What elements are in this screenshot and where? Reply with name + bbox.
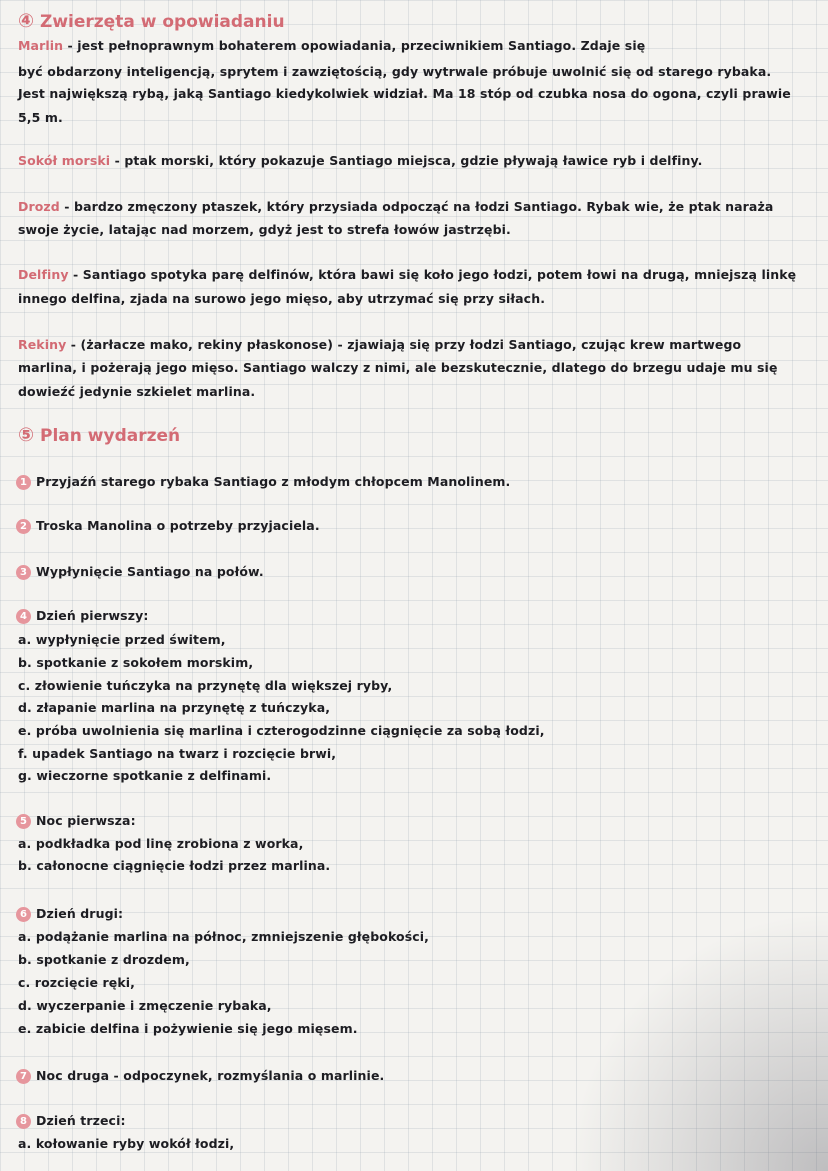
entry-rekiny-line-2: marlina, i pożerają jego mięso. Santiago walczy z nimi, ale bezskutecznie, dlatego do brzegu udaje mu się	[18, 360, 778, 375]
entry-rekiny-line-3: dowieźć jedynie szkielet marlina.	[18, 384, 256, 399]
event-5	[16, 813, 136, 829]
entry-term: Rekiny	[18, 337, 67, 352]
entry-marlin-line-2: być obdarzony inteligencją, sprytem i zawziętością, gdy wytrwale próbuje uwolnić się od starego rybaka.	[18, 64, 772, 79]
event-text: Noc druga - odpoczynek, rozmyślania o marlinie.	[36, 1068, 385, 1083]
entry-marlin-line-4: 5,5 m.	[18, 110, 63, 125]
event-8	[16, 1113, 126, 1129]
entry-term: Drozd	[18, 199, 60, 214]
entry-drozd-line-2: swoje życie, latając nad morzem, gdyż jest to strefa łowów jastrzębi.	[18, 222, 511, 237]
event-number-badge: 7	[16, 1069, 31, 1084]
entry-text: - ptak morski, który pokazuje Santiago miejsca, gdzie pływają ławice ryb i delfiny.	[110, 153, 703, 168]
entry-term: Delfiny	[18, 267, 69, 282]
event-number-badge: 2	[16, 519, 31, 534]
event-6-sub-a: a. podążanie marlina na północ, zmniejszenie głębokości,	[18, 929, 430, 944]
entry-term: Sokół morski	[18, 153, 111, 168]
event-4	[16, 608, 148, 624]
section-4-heading	[18, 10, 285, 32]
event-4-sub-d: d. złapanie marlina na przynętę z tuńczyka,	[18, 700, 331, 715]
entry-text: - Santiago spotyka parę delfinów, która bawi się koło jego łodzi, potem łowi na drugą, mniejszą linkę	[68, 267, 797, 282]
event-number-badge: 8	[16, 1114, 31, 1129]
entry-text: - jest pełnoprawnym bohaterem opowiadania, przeciwnikiem Santiago. Zdaje się	[63, 38, 646, 53]
event-4-sub-a: a. wypłynięcie przed świtem,	[18, 632, 226, 647]
section-5-number: ⑤	[18, 424, 35, 446]
entry-sokol-line-1	[18, 153, 702, 168]
event-3	[16, 564, 264, 580]
event-text: Dzień drugi:	[36, 906, 124, 921]
entry-rekiny-line-1	[18, 337, 741, 352]
event-5-sub-b: b. całonocne ciągnięcie łodzi przez marlina.	[18, 858, 331, 873]
event-number-badge: 1	[16, 475, 31, 490]
event-number-badge: 4	[16, 609, 31, 624]
entry-drozd-line-1	[18, 199, 773, 214]
event-4-sub-c: c. złowienie tuńczyka na przynętę dla większej ryby,	[18, 678, 393, 693]
event-text: Przyjaźń starego rybaka Santiago z młodym chłopcem Manolinem.	[36, 474, 511, 489]
entry-marlin-line-1	[18, 38, 645, 53]
event-6	[16, 906, 123, 922]
section-4-title: Zwierzęta w opowiadaniu	[40, 12, 285, 32]
event-6-sub-e: e. zabicie delfina i pożywienie się jego mięsem.	[18, 1021, 358, 1036]
event-6-sub-c: c. rozcięcie ręki,	[18, 975, 136, 990]
event-text: Noc pierwsza:	[36, 813, 136, 828]
event-number-badge: 3	[16, 565, 31, 580]
section-5-title: Plan wydarzeń	[40, 426, 181, 446]
entry-text: - (żarłacze mako, rekiny płaskonose) - zjawiają się przy łodzi Santiago, czując krew martwego	[66, 337, 742, 352]
event-4-sub-e: e. próba uwolnienia się marlina i czterogodzinne ciągnięcie za sobą łodzi,	[18, 723, 545, 738]
event-1	[16, 474, 510, 490]
section-4-number: ④	[18, 10, 35, 32]
entry-term: Marlin	[18, 38, 64, 53]
shadow-overlay	[568, 911, 828, 1171]
event-text: Dzień trzeci:	[36, 1113, 126, 1128]
event-text: Troska Manolina o potrzeby przyjaciela.	[36, 518, 320, 533]
event-7	[16, 1068, 384, 1084]
entry-marlin-line-3: Jest największą rybą, jaką Santiago kiedykolwiek widział. Ma 18 stóp od czubka nosa do ogona, czyli prawie	[18, 86, 791, 101]
entry-text: - bardzo zmęczony ptaszek, który przysiada odpocząć na łodzi Santiago. Rybak wie, że ptak naraża	[59, 199, 774, 214]
event-6-sub-b: b. spotkanie z drozdem,	[18, 952, 190, 967]
event-4-sub-b: b. spotkanie z sokołem morskim,	[18, 655, 254, 670]
event-4-sub-f: f. upadek Santiago na twarz i rozcięcie brwi,	[18, 746, 337, 761]
event-4-sub-g: g. wieczorne spotkanie z delfinami.	[18, 768, 272, 783]
event-number-badge: 6	[16, 907, 31, 922]
entry-delfiny-line-1	[18, 267, 796, 282]
event-number-badge: 5	[16, 814, 31, 829]
section-5-heading	[18, 424, 180, 446]
event-text: Dzień pierwszy:	[36, 608, 149, 623]
event-6-sub-d: d. wyczerpanie i zmęczenie rybaka,	[18, 998, 272, 1013]
entry-delfiny-line-2: innego delfina, zjada na surowo jego mięso, aby utrzymać się przy siłach.	[18, 291, 546, 306]
event-2	[16, 518, 320, 534]
event-8-sub-a: a. kołowanie ryby wokół łodzi,	[18, 1136, 235, 1151]
event-text: Wypłynięcie Santiago na połów.	[36, 564, 264, 579]
event-5-sub-a: a. podkładka pod linę zrobiona z worka,	[18, 836, 304, 851]
